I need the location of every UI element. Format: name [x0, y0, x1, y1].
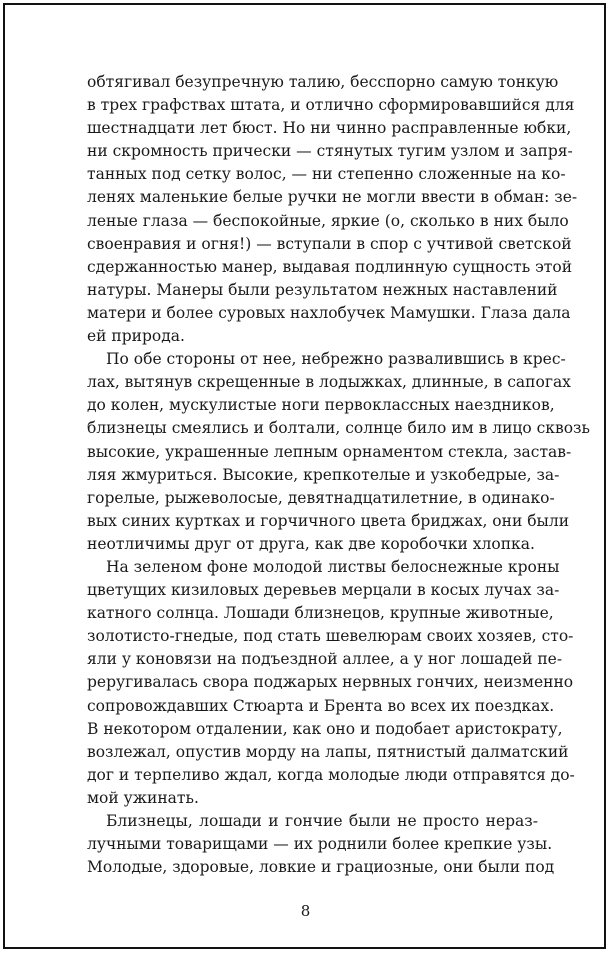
text-line: мой ужинать.: [87, 788, 199, 807]
text-line: шестнадцати лет бюст. Но ни чинно расправленные юбки,: [87, 119, 572, 138]
text-line: неотличимы друг от друга, как две коробочки хлопка.: [87, 534, 535, 553]
text-line: своенравия и огня!) — вступали в спор с учтивой светской: [87, 234, 572, 253]
paragraph: [87, 556, 575, 810]
body-text: [87, 71, 590, 879]
text-line: катного солнца. Лошади близнецов, крупные животные,: [87, 604, 554, 623]
text-line: сдержанностью манер, выдавая подлинную сущность этой: [87, 257, 573, 276]
text-line: леные глаза — беспокойные, яркие (о, сколько в них было: [87, 211, 569, 230]
text-line: обтягивал безупречную талию, бесспорно самую тонкую: [87, 73, 559, 91]
text-line: На зеленом фоне молодой листвы белоснежные кроны: [106, 557, 560, 576]
text-line: возлежал, опустив морду на лапы, пятнистый далматский: [87, 742, 569, 761]
text-line: В некотором отдалении, как оно и подобает аристократу,: [87, 719, 563, 738]
text-line: Молодые, здоровые, ловкие и грациозные, они были под: [87, 858, 555, 877]
text-line: вых синих куртках и горчичного цвета бриджах, они были: [87, 511, 570, 530]
text-line: ляя жмуриться. Высокие, крепкотелые и узкобедрые, за-: [87, 465, 560, 484]
text-line: натуры. Манеры были результатом нежных наставлений: [87, 280, 558, 299]
text-line: дог и терпеливо ждал, когда молодые люди отправятся до-: [87, 765, 575, 784]
text-line: реругивалась свора поджарых нервных гончих, неизменно: [87, 673, 574, 692]
text-line: лучными товарищами — их роднили более крепкие узы.: [87, 835, 553, 854]
text-line: танных под сетку волос, — ни степенно сложенные на ко-: [87, 165, 566, 184]
text-line: матери и более суровых нахлобучек Мамушки. Глаза дала: [87, 303, 571, 322]
text-line: золотисто-гнедые, под стать шевелюрам своих хозяев, сто-: [87, 627, 574, 646]
text-line: близнецы смеялись и болтали, солнце било им в лицо сквозь: [87, 419, 590, 438]
text-line: По обе стороны от нее, небрежно развалившись в крес-: [106, 350, 566, 369]
text-line: в трех графствах штата, и отлично сформировавшийся для: [87, 96, 575, 115]
paragraph: [87, 810, 555, 879]
paragraph: [87, 71, 578, 348]
text-line: ни скромность прически — стянутых тугим узлом и запря-: [87, 142, 573, 161]
text-line: горелые, рыжеволосые, девятнадцатилетние, в одинако-: [87, 488, 555, 507]
paragraph: [87, 348, 590, 556]
text-line: Близнецы, лошади и гончие были не просто нераз-: [106, 812, 538, 830]
text-line: цветущих кизиловых деревьев мерцали в косых лучах за-: [87, 581, 560, 600]
text-line: высокие, украшенные лепным орнаментом стекла, застав-: [87, 442, 572, 461]
text-line: ленях маленькие белые ручки не могли ввести в обман: зе-: [87, 188, 578, 207]
text-line: сопровождавших Стюарта и Брента во всех их поездках.: [87, 696, 555, 715]
text-line: яли у коновязи на подъездной аллее, а у ног лошадей пе-: [87, 650, 563, 669]
text-line: лах, вытянув скрещенные в лодыжках, длинные, в сапогах: [87, 373, 571, 392]
text-line: до колен, мускулистые ноги первоклассных наездников,: [87, 396, 555, 415]
text-line: ей природа.: [87, 327, 185, 346]
page-number: 8: [300, 902, 311, 920]
